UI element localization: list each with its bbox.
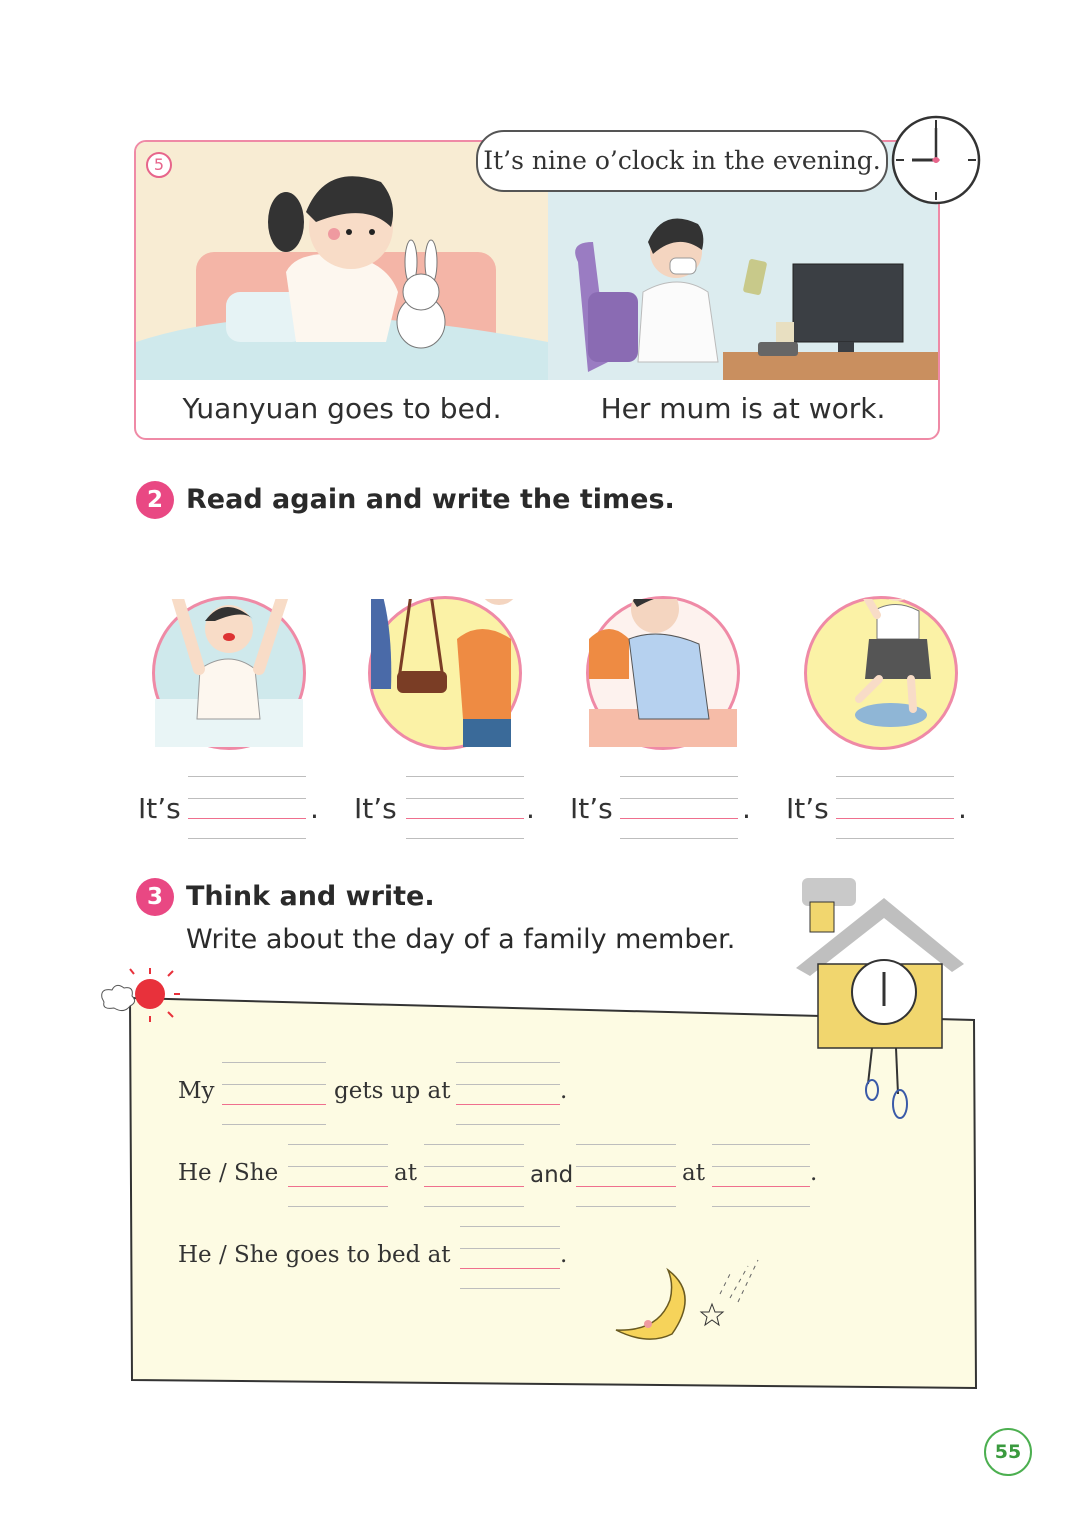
answer-line-4[interactable] <box>836 776 954 838</box>
hanging-bag-illustration <box>371 599 519 747</box>
period-1: . <box>310 792 319 825</box>
picture-school <box>804 596 958 750</box>
blank-wake-time[interactable] <box>456 1062 560 1124</box>
period-2: . <box>526 792 535 825</box>
answer-line-1[interactable] <box>188 776 306 838</box>
line3-goes-to-bed: He / She goes to bed at <box>178 1242 451 1268</box>
section-3-title: Think and write. <box>186 881 435 912</box>
blank-time-1[interactable] <box>424 1144 524 1206</box>
section-2-title: Read again and write the times. <box>186 484 675 515</box>
girl-waking-up-illustration <box>155 599 303 747</box>
blank-activity-1[interactable] <box>288 1144 388 1206</box>
period-4: . <box>958 792 967 825</box>
blank-time-2[interactable] <box>712 1144 810 1206</box>
line2-he-she: He / She <box>178 1160 279 1186</box>
line1-period: . <box>560 1078 568 1104</box>
picture-mum <box>586 596 740 750</box>
girl-going-to-school-illustration <box>807 599 955 747</box>
cuckoo-clock-icon <box>792 872 968 1124</box>
line2-at-2: at <box>682 1160 705 1186</box>
line1-gets-up-at: gets up at <box>334 1078 451 1104</box>
clock-icon <box>890 114 982 206</box>
period-3: . <box>742 792 751 825</box>
picture-bag <box>368 596 522 750</box>
caption-left: Yuanyuan goes to bed. <box>182 392 502 425</box>
line3-period: . <box>560 1242 568 1268</box>
line2-at-1: at <box>394 1160 417 1186</box>
its-label-4: It’s <box>786 792 829 825</box>
blank-family-member[interactable] <box>222 1062 326 1124</box>
mum-at-desk-illustration <box>589 599 737 747</box>
its-label-1: It’s <box>138 792 181 825</box>
page-number: 55 <box>984 1428 1032 1476</box>
blank-activity-2[interactable] <box>576 1144 676 1206</box>
section-2-badge: 2 <box>136 481 174 519</box>
section-3-badge: 3 <box>136 878 174 916</box>
speech-bubble: It’s nine o’clock in the evening. <box>476 130 888 192</box>
blank-bed-time[interactable] <box>460 1226 560 1288</box>
section-3-subtitle: Write about the day of a family member. <box>186 924 736 955</box>
panel-number: 5 <box>146 152 172 178</box>
answer-line-2[interactable] <box>406 776 524 838</box>
its-label-2: It’s <box>354 792 397 825</box>
line2-and: and <box>530 1162 574 1188</box>
line2-period: . <box>810 1160 818 1186</box>
moon-star-icon <box>608 1250 764 1350</box>
picture-wake-up <box>152 596 306 750</box>
answer-line-3[interactable] <box>620 776 738 838</box>
sun-cloud-icon <box>94 962 190 1032</box>
line1-my: My <box>178 1078 215 1104</box>
caption-right: Her mum is at work. <box>600 392 886 425</box>
its-label-3: It’s <box>570 792 613 825</box>
